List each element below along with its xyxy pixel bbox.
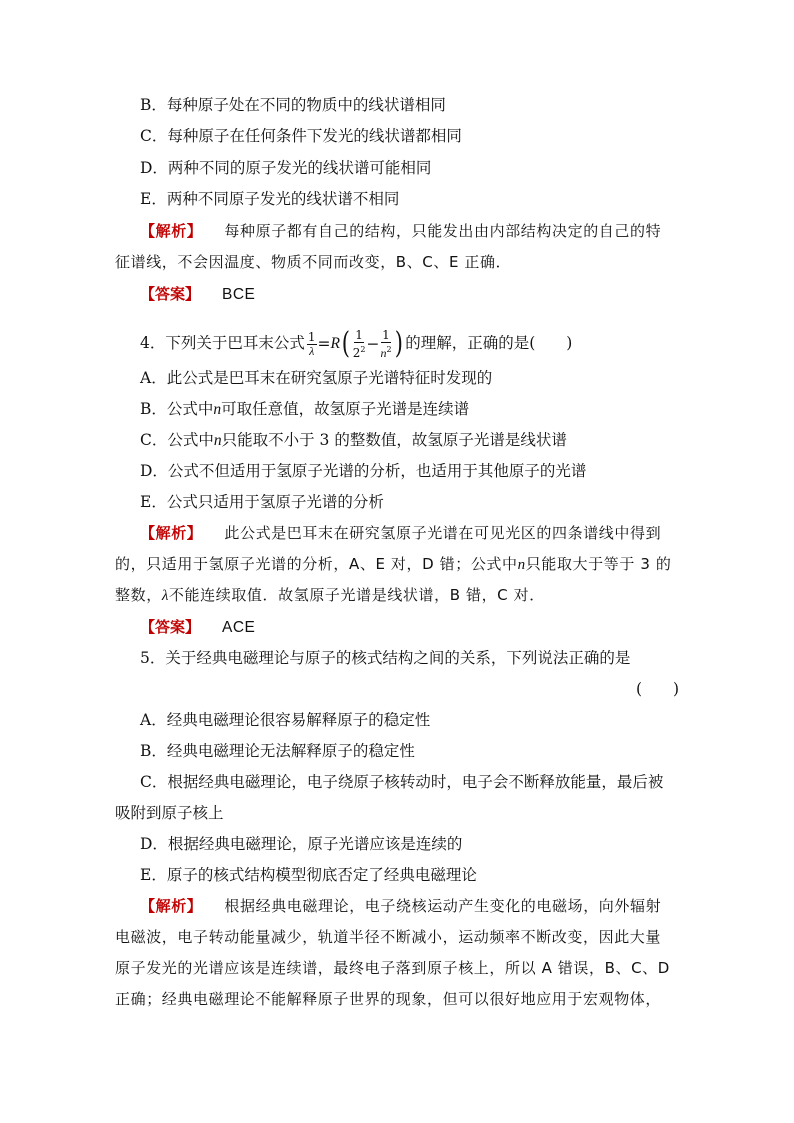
analysis-tag: 【解析】	[140, 524, 203, 542]
q4-stem: 4．下列关于巴耳末公式 $\frac{1}{\lambda}$ = R ( $\frac{1}{2^2}$ − $\frac{1}{n^2}$ ) 的理解，正确的是( )	[140, 322, 572, 365]
q5-option-c-line-2: 吸附到原子核上	[115, 804, 224, 822]
q4-option-d: D．公式不但适用于氢原子光谱的分析，也适用于其他原子的光谱	[140, 462, 587, 480]
q5-option-e: E．原子的核式结构模型彻底否定了经典电磁理论	[140, 866, 477, 884]
q3-analysis-line-1: 【解析】 每种原子都有自己的结构，只能发出由内部结构决定的自己的特	[140, 222, 662, 240]
q4-answer: 【答案】 ACE	[140, 618, 256, 636]
q5-answer-blank: ( )	[636, 680, 680, 698]
analysis-tag: 【解析】	[140, 222, 203, 240]
q5-option-c-line-1: C．根据经典电磁理论，电子绕原子核转动时，电子会不断释放能量，最后被	[140, 773, 664, 791]
q5-analysis-line-4: 正确；经典电磁理论不能解释原子世界的现象，但可以很好地应用于宏观物体，	[115, 990, 662, 1008]
q5-option-b: B．经典电磁理论无法解释原子的稳定性	[140, 742, 415, 760]
q5-option-a: A．经典电磁理论很容易解释原子的稳定性	[140, 711, 431, 729]
q4-option-c: C．公式中n只能取不小于 3 的整数值，故氢原子光谱是线状谱	[140, 431, 567, 449]
q5-analysis-line-2: 电磁波，电子转动能量减少，轨道半径不断减小，运动频率不断改变，因此大量	[115, 928, 662, 946]
q4-option-b: B．公式中n可取任意值，故氢原子光谱是连续谱	[140, 400, 470, 418]
balmer-formula: $\frac{1}{\lambda}$ = R ( $\frac{1}{2^2}$ − $\frac{1}{n^2}$ )	[307, 326, 403, 361]
q5-option-d: D．根据经典电磁理论，原子光谱应该是连续的	[140, 835, 463, 853]
analysis-tag: 【解析】	[140, 897, 203, 915]
q4-option-a: A．此公式是巴耳末在研究氢原子光谱特征时发现的	[140, 369, 493, 387]
answer-tag: 【答案】	[140, 285, 201, 303]
q4-analysis-line-2: 的，只适用于氢原子光谱的分析，A、E 对，D 错；公式中n只能取大于等于 3 的	[115, 555, 672, 573]
q3-option-c: C．每种原子在任何条件下发光的线状谱都相同	[140, 127, 462, 145]
q3-option-e: E．两种不同原子发光的线状谱不相同	[140, 190, 400, 208]
q3-option-d: D．两种不同的原子发光的线状谱可能相同	[140, 159, 432, 177]
q4-analysis-line-1: 【解析】 此公式是巴耳末在研究氢原子光谱在可见光区的四条谱线中得到	[140, 524, 662, 542]
q5-analysis-line-1: 【解析】 根据经典电磁理论，电子绕核运动产生变化的电磁场，向外辐射	[140, 897, 662, 915]
q4-analysis-line-3: 整数，λ不能连续取值．故氢原子光谱是线状谱，B 错，C 对．	[115, 586, 545, 604]
answer-tag: 【答案】	[140, 618, 201, 636]
q3-answer: 【答案】 BCE	[140, 285, 256, 303]
q5-stem: 5．关于经典电磁理论与原子的核式结构之间的关系，下列说法正确的是	[140, 649, 631, 667]
q5-analysis-line-3: 原子发光的光谱应该是连续谱，最终电子落到原子核上，所以 A 错误，B、C、D	[115, 959, 670, 977]
q4-option-e: E．公式只适用于氢原子光谱的分析	[140, 493, 384, 511]
q3-option-b: B．每种原子处在不同的物质中的线状谱相同	[140, 96, 446, 114]
q3-analysis-line-2: 征谱线，不会因温度、物质不同而改变，B、C、E 正确．	[115, 253, 512, 271]
